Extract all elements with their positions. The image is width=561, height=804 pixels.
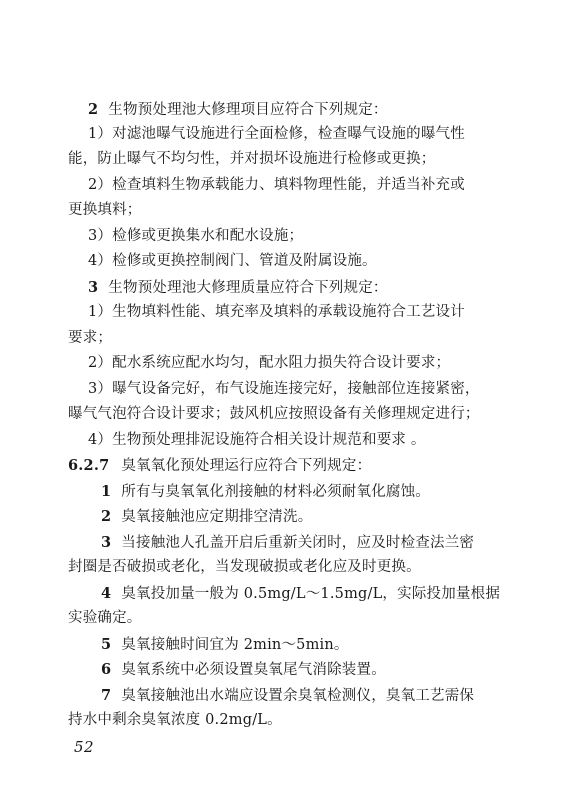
clause-number: 3 — [101, 534, 112, 551]
clause-line — [101, 657, 541, 684]
line-text: 要求； — [68, 330, 113, 346]
clause-line — [101, 683, 541, 710]
line-text: 4）检修或更换控制阀门、管道及附属设施。 — [88, 253, 377, 269]
section-number: 6.2.7 — [68, 457, 110, 474]
clause-number: 2 — [88, 101, 99, 118]
line-text: 2）配水系统应配水均匀，配水阻力损失符合设计要求； — [88, 355, 451, 371]
clause-number: 3 — [88, 279, 99, 296]
clause-2-heading — [88, 97, 528, 124]
body-line — [68, 147, 508, 173]
line-text: 4）生物预处理排泥设施符合相关设计规范和要求 。 — [88, 432, 426, 448]
line-text: 1）生物填料性能、填充率及填料的承载设施符合工艺设计 — [88, 304, 465, 320]
clause-text: 生物预处理池大修理项目应符合下列规定： — [108, 102, 388, 118]
body-line — [68, 198, 508, 224]
body-line — [68, 326, 508, 352]
clause-line — [101, 479, 541, 506]
clause-line — [101, 530, 541, 557]
line-text: 3）曝气设备完好，布气设施连接完好，接触部位连接紧密， — [88, 381, 480, 397]
clause-text: 臭氧投加量一般为 0.5mg/L～1.5mg/L，实际投加量根据 — [121, 586, 501, 602]
line-text: 更换填料； — [68, 202, 142, 218]
body-line — [88, 351, 528, 377]
line-text: 曝气气泡符合设计要求；鼓风机应按照设备有关修理规定进行； — [68, 406, 480, 422]
clause-line — [101, 581, 541, 608]
line-text: 1）对滤池曝气设施进行全面检修，检查曝气设施的曝气性 — [88, 126, 465, 142]
body-line — [88, 122, 528, 148]
body-line — [88, 300, 528, 326]
body-line — [68, 555, 508, 581]
body-line — [68, 708, 508, 734]
section-6-2-7-heading — [68, 453, 508, 480]
clause-number: 6 — [101, 661, 112, 678]
clause-text: 当接触池人孔盖开启后重新关闭时，应及时检查法兰密 — [121, 535, 475, 551]
line-text: 封圈是否破损或老化，当发现破损或老化应及时更换。 — [68, 559, 421, 575]
line-text: 实验确定。 — [68, 610, 142, 626]
clause-number: 5 — [101, 636, 112, 653]
line-text: 持水中剩余臭氧浓度 0.2mg/L。 — [68, 712, 282, 728]
clause-text: 臭氧接触池应定期排空清洗。 — [121, 509, 313, 525]
clause-text: 所有与臭氧氧化剂接触的材料必须耐氧化腐蚀。 — [121, 484, 430, 500]
clause-number: 2 — [101, 508, 112, 525]
page-number: 52 — [74, 738, 95, 756]
body-line — [88, 173, 528, 199]
clause-text: 生物预处理池大修理质量应符合下列规定： — [108, 280, 388, 296]
clause-text: 臭氧系统中必须设置臭氧尾气消除装置。 — [121, 662, 386, 678]
body-line — [68, 402, 508, 428]
clause-line — [101, 504, 541, 531]
clause-text: 臭氧接触池出水端应设置余臭氧检测仪，臭氧工艺需保 — [121, 688, 475, 704]
clause-number: 7 — [101, 687, 112, 704]
line-text: 2）检查填料生物承载能力、填料物理性能，并适当补充或 — [88, 177, 465, 193]
body-line — [88, 224, 528, 250]
body-line — [88, 249, 528, 275]
clause-text: 臭氧接触时间宜为 2min～5min。 — [121, 637, 349, 653]
clause-3-heading — [88, 275, 528, 302]
body-line — [88, 428, 528, 454]
line-text: 3）检修或更换集水和配水设施； — [88, 228, 304, 244]
section-text: 臭氧氧化预处理运行应符合下列规定： — [121, 458, 372, 474]
clause-number: 1 — [101, 483, 112, 500]
clause-line — [101, 632, 541, 659]
clause-number: 4 — [101, 585, 112, 602]
body-line — [88, 377, 528, 403]
body-line — [68, 606, 508, 632]
line-text: 能，防止曝气不均匀性，并对损坏设施进行检修或更换； — [68, 151, 436, 167]
